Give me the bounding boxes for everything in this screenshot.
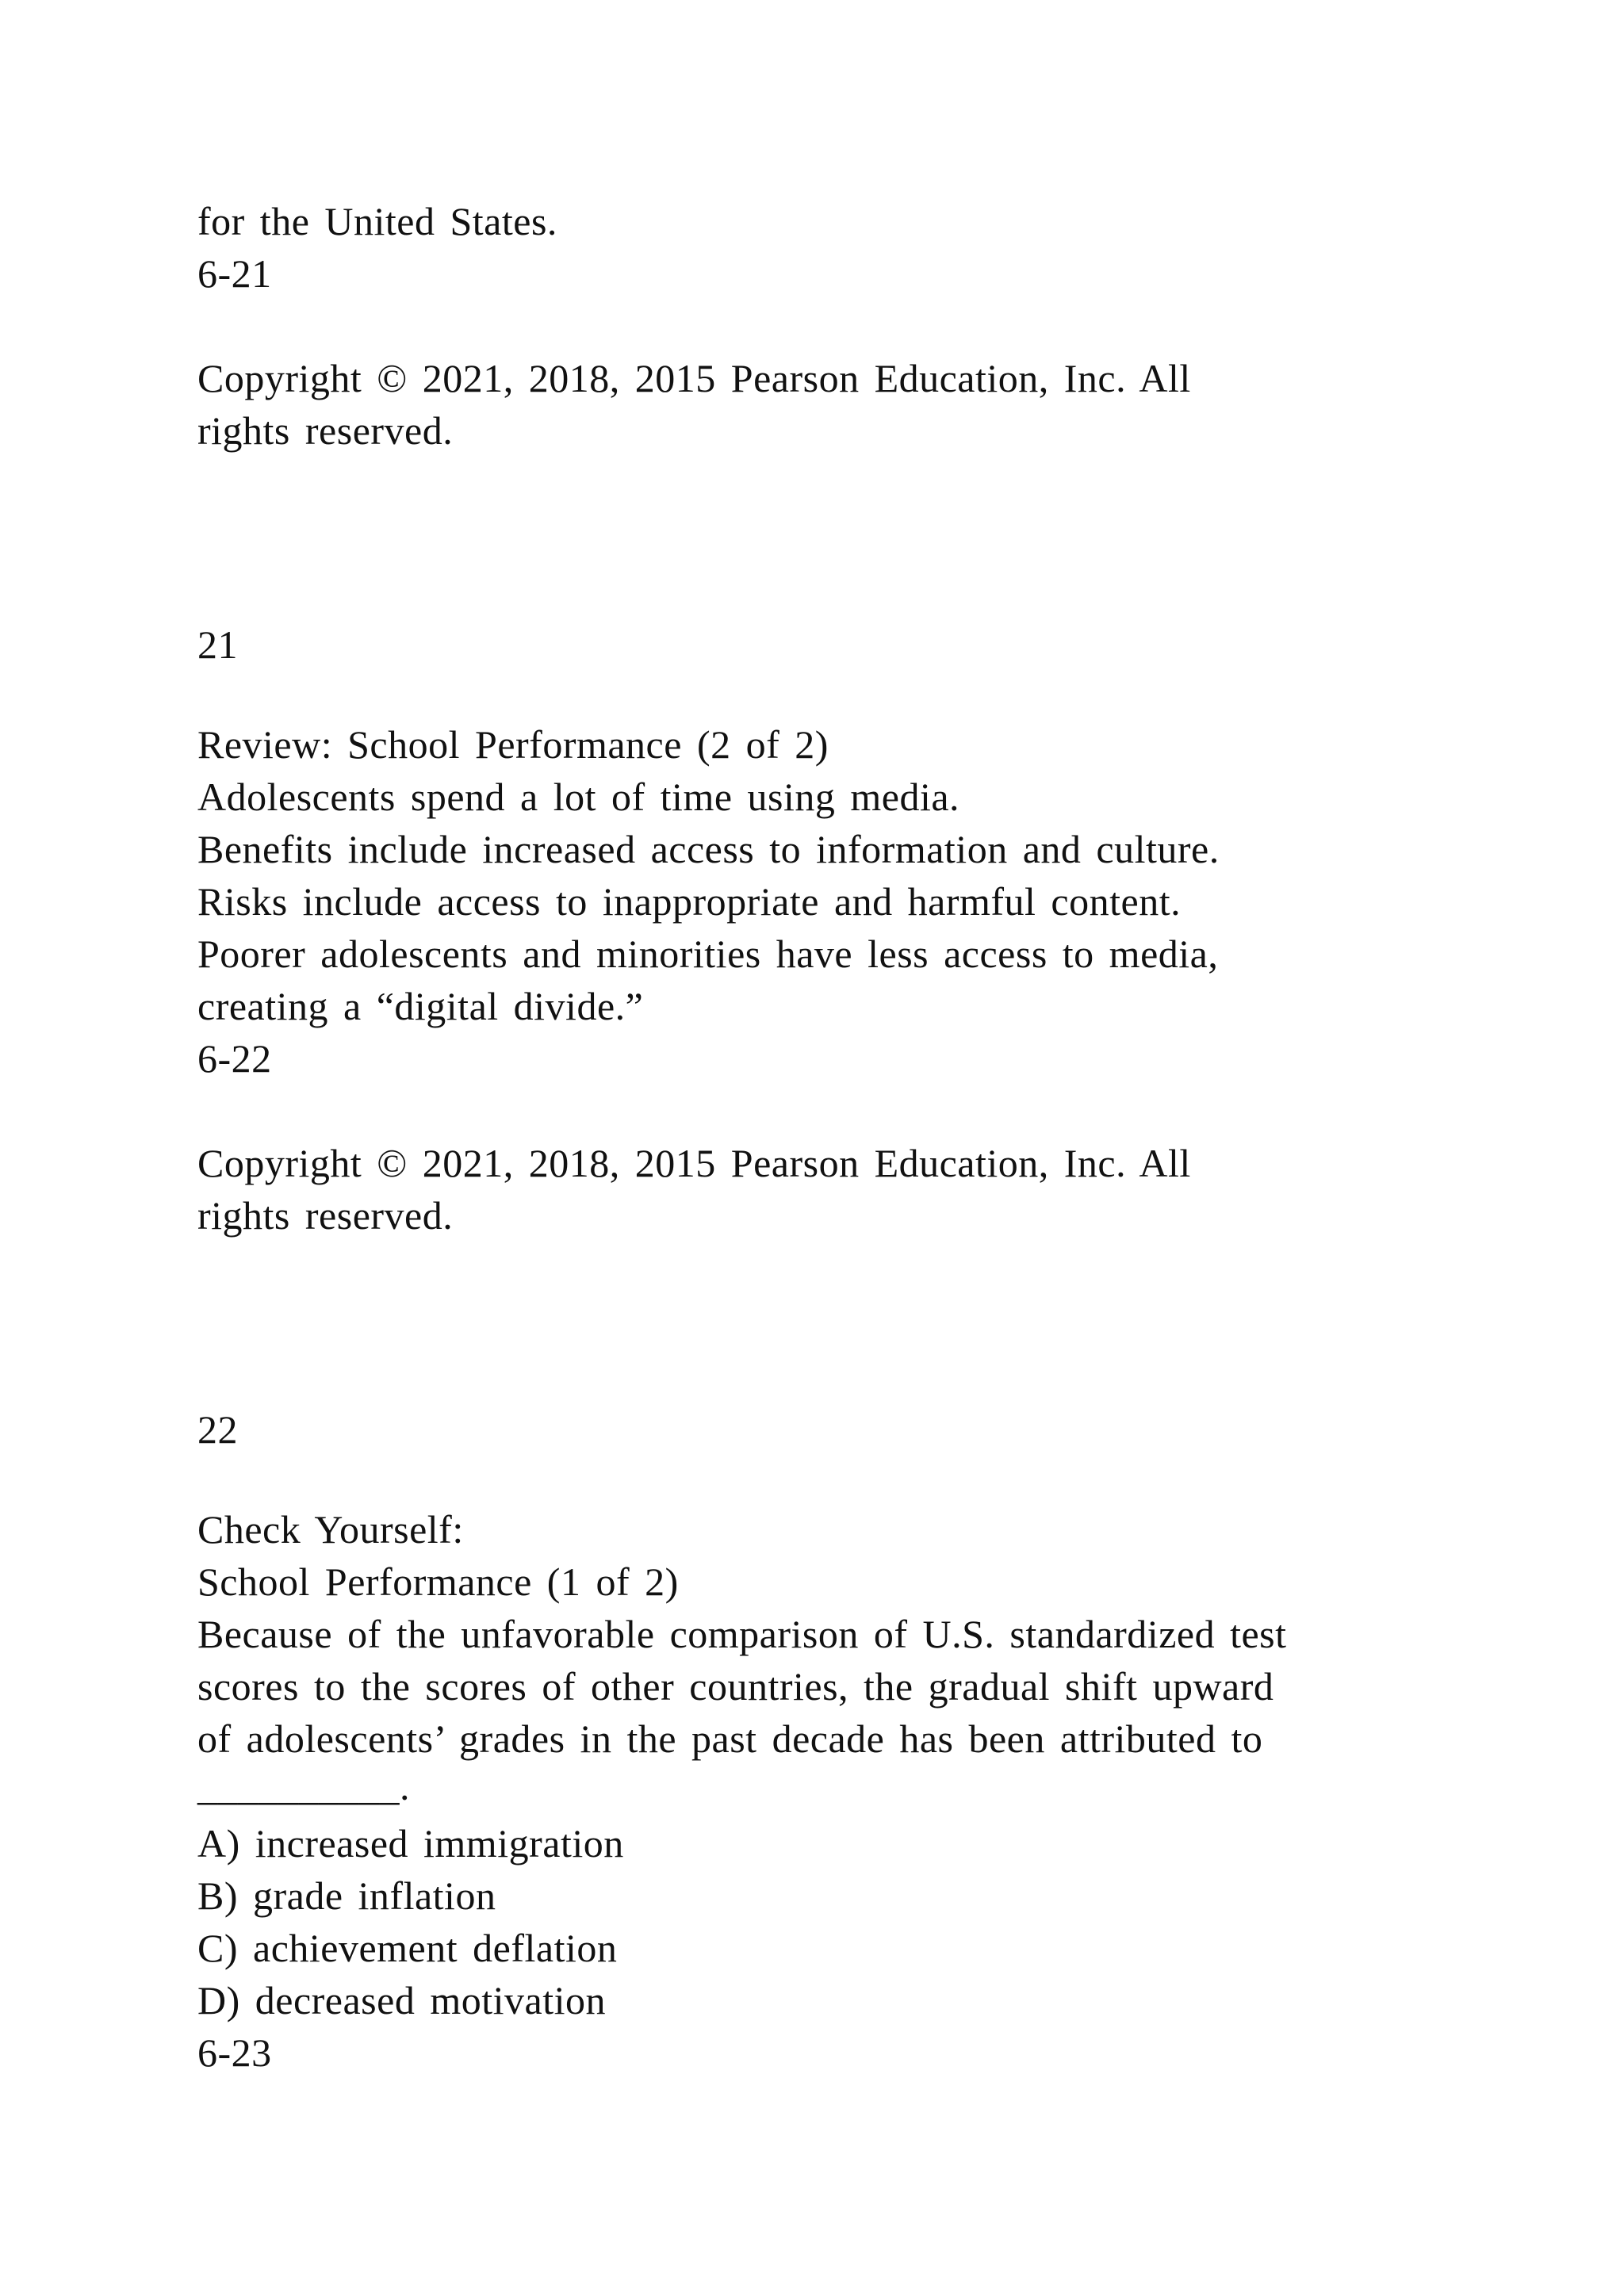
question-text: scores to the scores of other countries, the gradual shift upward <box>197 1664 1274 1709</box>
slide-number: 6-22 <box>197 1036 272 1081</box>
continuation-text: for the United States. <box>197 199 557 243</box>
copyright-line: Copyright © 2021, 2018, 2015 Pearson Education, Inc. All <box>197 1141 1191 1185</box>
answer-option: B) grade inflation <box>197 1873 496 1918</box>
slide-title: School Performance (1 of 2) <box>197 1559 679 1604</box>
page-label: 22 <box>197 1407 238 1452</box>
slide-title: Check Yourself: <box>197 1507 464 1552</box>
question-text: of adolescents’ grades in the past decade has been attributed to <box>197 1716 1263 1761</box>
copyright-line: Copyright © 2021, 2018, 2015 Pearson Education, Inc. All <box>197 356 1191 400</box>
answer-option: D) decreased motivation <box>197 1978 606 2022</box>
answer-blank: __________. <box>197 1764 410 1808</box>
slide-number: 6-21 <box>197 251 272 296</box>
bullet-text: creating a “digital divide.” <box>197 984 644 1028</box>
bullet-text: Poorer adolescents and minorities have less access to media, <box>197 932 1219 976</box>
page-label: 21 <box>197 622 238 667</box>
copyright-line: rights reserved. <box>197 408 454 453</box>
answer-option: C) achievement deflation <box>197 1926 618 1970</box>
slide-number: 6-23 <box>197 2030 272 2075</box>
bullet-text: Benefits include increased access to information and culture. <box>197 827 1220 871</box>
answer-option: A) increased immigration <box>197 1821 624 1866</box>
question-text: Because of the unfavorable comparison of U.S. standardized test <box>197 1612 1287 1656</box>
bullet-text: Risks include access to inappropriate and harmful content. <box>197 879 1182 924</box>
copyright-line: rights reserved. <box>197 1193 454 1238</box>
bullet-text: Adolescents spend a lot of time using media. <box>197 775 960 819</box>
slide-title: Review: School Performance (2 of 2) <box>197 722 829 767</box>
